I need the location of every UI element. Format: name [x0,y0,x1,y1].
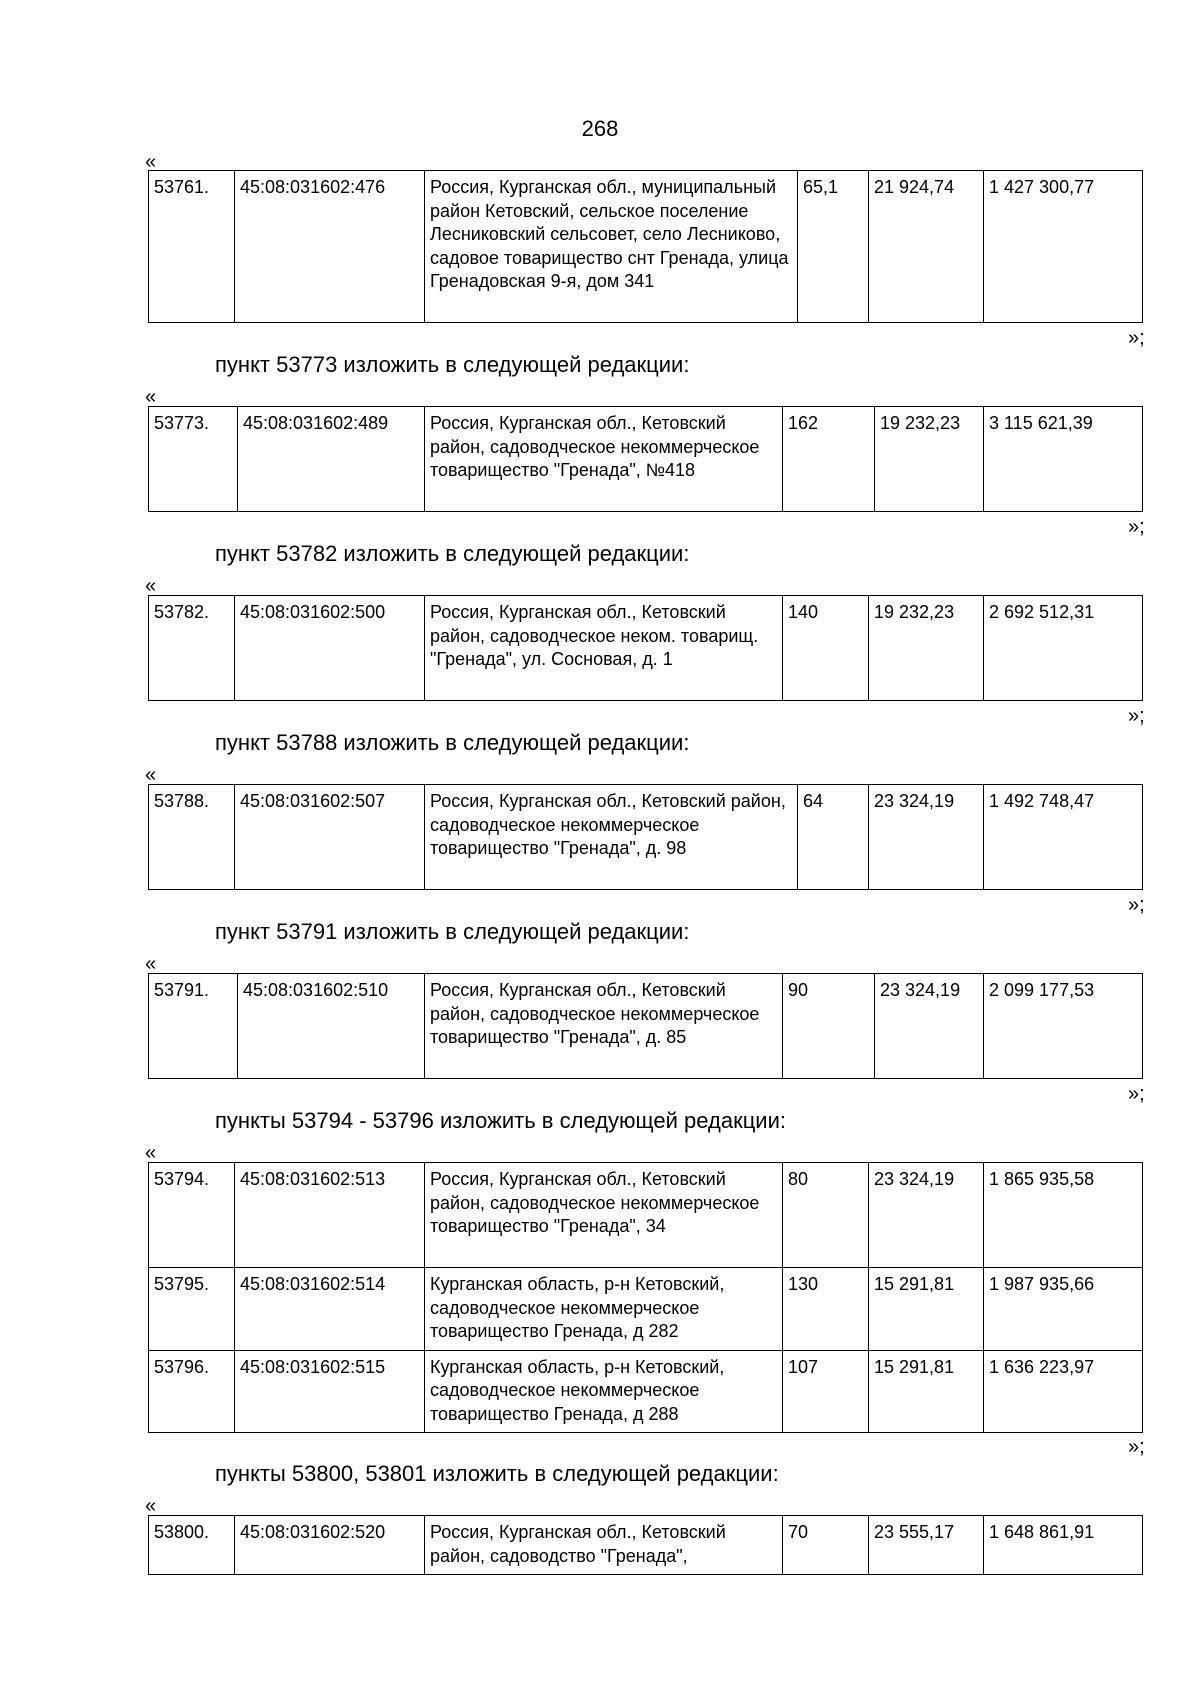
cell-address: Курганская область, р-н Кетовский, садоводческое некоммерческое товарищество Гренада, д 282 [425,1268,783,1351]
record-table [148,1162,1143,1433]
table-row [149,1516,1143,1575]
table-row [149,785,1143,890]
instruction-text: пункт 53788 изложить в следующей редакции: [215,730,690,755]
open-quote: « [145,575,157,597]
record-table [148,170,1143,323]
cell-value: 1 427 300,77 [984,171,1143,323]
open-quote: « [145,1142,157,1164]
cell-address: Россия, Курганская обл., Кетовский район, садоводческое некоммерческое товарищество "Гренада", №418 [425,407,783,512]
record-table [148,1515,1143,1575]
cell-area: 162 [783,407,875,512]
cell-rate: 15 291,81 [869,1350,984,1433]
cell-value: 1 636 223,97 [984,1350,1143,1433]
cell-cadastral: 45:08:031602:510 [238,974,425,1079]
cell-rate: 23 324,19 [875,974,984,1079]
cell-address: Россия, Курганская обл., Кетовский район, садоводство "Гренада", [425,1516,783,1575]
close-quote: »; [1128,327,1145,349]
cell-cadastral: 45:08:031602:514 [235,1268,425,1351]
cell-cadastral: 45:08:031602:489 [238,407,425,512]
cell-address: Россия, Курганская обл., муниципальный район Кетовский, сельское поселение Лесниковский сельсовет, село Лесниково, садовое товарищество снт Гренада, улица Гренадовская 9-я, дом 341 [425,171,798,323]
open-quote: « [145,1495,157,1517]
table-row [149,1350,1143,1433]
open-quote: « [145,151,157,173]
table-row [149,171,1143,323]
table-row [149,596,1143,701]
cell-area: 140 [783,596,869,701]
cell-area: 107 [783,1350,869,1433]
close-quote: »; [1128,1083,1145,1105]
cell-number: 53794. [149,1163,235,1268]
cell-number: 53761. [149,171,235,323]
cell-number: 53773. [149,407,238,512]
table-row [149,1163,1143,1268]
cell-number: 53788. [149,785,235,890]
cell-cadastral: 45:08:031602:515 [235,1350,425,1433]
cell-number: 53791. [149,974,238,1079]
record-table [148,595,1143,701]
cell-area: 90 [783,974,875,1079]
cell-rate: 23 324,19 [869,1163,984,1268]
cell-rate: 15 291,81 [869,1268,984,1351]
cell-cadastral: 45:08:031602:476 [235,171,425,323]
instruction-text: пункты 53800, 53801 изложить в следующей редакции: [215,1461,779,1486]
cell-area: 80 [783,1163,869,1268]
cell-rate: 19 232,23 [869,596,984,701]
open-quote: « [145,953,157,975]
cell-area: 64 [798,785,869,890]
cell-number: 53796. [149,1350,235,1433]
cell-address: Курганская область, р-н Кетовский, садоводческое некоммерческое товарищество Гренада, д 288 [425,1350,783,1433]
table-row [149,407,1143,512]
cell-number: 53795. [149,1268,235,1351]
cell-rate: 23 555,17 [869,1516,984,1575]
cell-address: Россия, Курганская обл., Кетовский район, садоводческое некоммерческое товарищество "Гренада", 34 [425,1163,783,1268]
cell-value: 2 099 177,53 [984,974,1143,1079]
table-row [149,1268,1143,1351]
cell-value: 1 648 861,91 [984,1516,1143,1575]
instruction-text: пункт 53791 изложить в следующей редакции: [215,919,690,944]
cell-cadastral: 45:08:031602:500 [235,596,425,701]
close-quote: »; [1128,705,1145,727]
table-row [149,974,1143,1079]
cell-value: 3 115 621,39 [984,407,1143,512]
cell-cadastral: 45:08:031602:507 [235,785,425,890]
cell-address: Россия, Курганская обл., Кетовский район, садоводческое некоммерческое товарищество "Гренада", д. 98 [425,785,798,890]
cell-number: 53782. [149,596,235,701]
record-table [148,406,1143,512]
close-quote: »; [1128,516,1145,538]
cell-number: 53800. [149,1516,235,1575]
cell-rate: 19 232,23 [875,407,984,512]
page-number: 268 [581,116,619,141]
instruction-text: пункт 53782 изложить в следующей редакции: [215,541,690,566]
cell-value: 2 692 512,31 [984,596,1143,701]
cell-address: Россия, Курганская обл., Кетовский район, садоводческое некоммерческое товарищество "Гренада", д. 85 [425,974,783,1079]
cell-rate: 21 924,74 [869,171,984,323]
cell-cadastral: 45:08:031602:513 [235,1163,425,1268]
open-quote: « [145,764,157,786]
instruction-text: пункт 53773 изложить в следующей редакции: [215,352,690,377]
record-table [148,973,1143,1079]
record-table [148,784,1143,890]
close-quote: »; [1128,1436,1145,1458]
cell-area: 130 [783,1268,869,1351]
cell-address: Россия, Курганская обл., Кетовский район, садоводческое неком. товарищ. "Гренада", ул. Сосновая, д. 1 [425,596,783,701]
cell-rate: 23 324,19 [869,785,984,890]
open-quote: « [145,386,157,408]
cell-area: 70 [783,1516,869,1575]
cell-value: 1 987 935,66 [984,1268,1143,1351]
cell-cadastral: 45:08:031602:520 [235,1516,425,1575]
cell-area: 65,1 [798,171,869,323]
cell-value: 1 492 748,47 [984,785,1143,890]
instruction-text: пункты 53794 - 53796 изложить в следующей редакции: [215,1108,787,1133]
close-quote: »; [1128,894,1145,916]
cell-value: 1 865 935,58 [984,1163,1143,1268]
